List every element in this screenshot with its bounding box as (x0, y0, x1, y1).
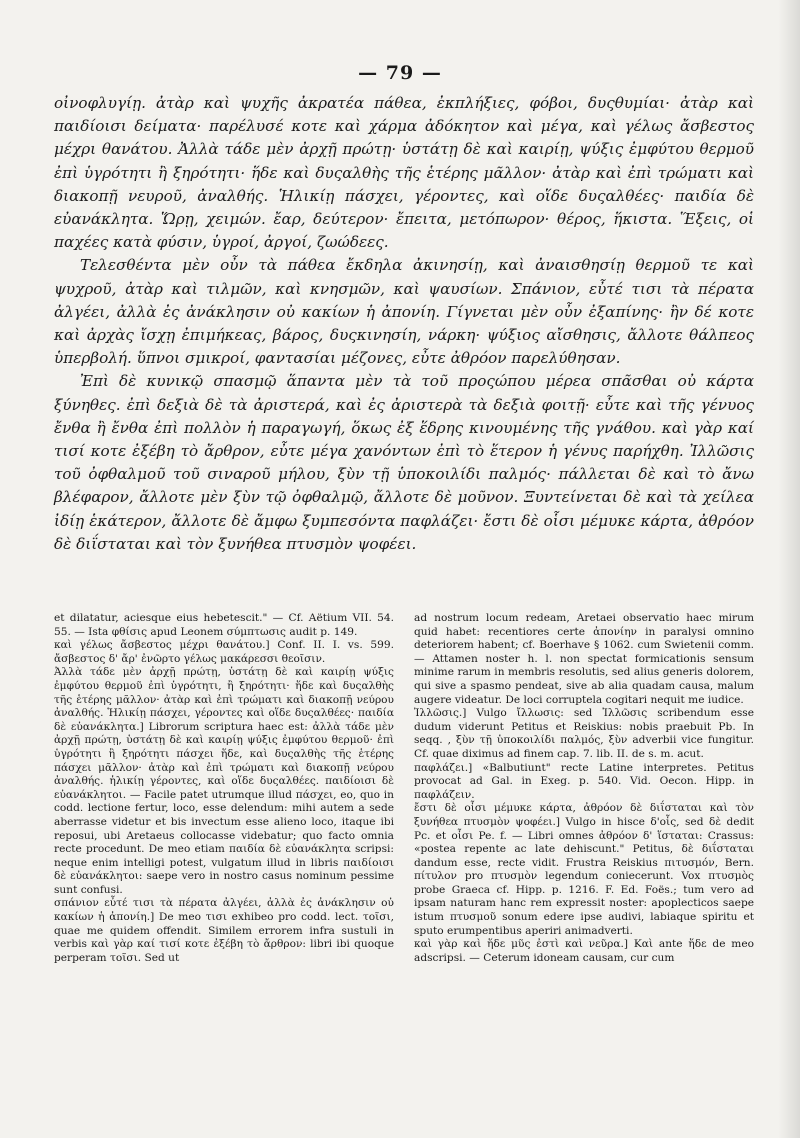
footnotes-right-column (414, 612, 754, 965)
main-paragraph: Ἐπὶ δὲ κυνικῷ σπασμῷ ἅπαντα μὲν τὰ τοῦ προςώπου μέρεα σπᾶσθαι οὐ κάρτα ξύνηθες. ἐπὶ δεξιὰ δὲ τὰ ἀριστερά, καὶ ἐς ἀριστερὰ τὰ δεξιὰ φοιτῇ· εὖτε καὶ τῆς γένυος ἔνθα ἢ ἔνθα ἐπὶ πολλὸν ἡ παραγωγή, ὅκως ἐξ ἕδρης κινουμένης τῆς γνάθου. καὶ γὰρ καί τισί κοτε ἐξέβη τὸ ἄρθρον, εὖτε μέγα χανόντων ἐπὶ τὸ ἕτερον ἡ γένυς παρήχθη. Ἰλλῶσις τοῦ ὀφθαλμοῦ τοῦ σιναροῦ μήλου, ξὺν τῇ ὑποκοιλίδι παλμός· πάλλεται δὲ καὶ τὸ ἄνω βλέφαρον, ἄλλοτε μὲν ξὺν τῷ ὀφθαλμῷ, ἄλλοτε δὲ μοῦνον. Ξυντείνεται δὲ καὶ τὰ χείλεα ἰδίῃ ἑκάτερον, ἄλλοτε δὲ ἄμφω ξυμπεσόντα παφλάζει· ἔστι δὲ οἷσι μέμυκε κάρτα, ἀθρόον δὲ διΐσταται καὶ τὸν ξυνήθεα πτυσμὸν ψοφέει. (54, 372, 754, 553)
main-paragraph: Τελεσθέντα μὲν οὖν τὰ πάθεα ἔκδηλα ἀκινησίῃ, καὶ ἀναισθησίῃ θερμοῦ τε καὶ ψυχροῦ, ἀτὰρ καὶ τιλμῶν, καὶ κνησμῶν, καὶ ψαυσίων. Σπάνιον, εὖτέ τισι τὰ πέρατα ἀλγέει, ἀλλὰ ἐς ἀνάκλησιν οὐ κακίων ἡ ἀπονίη. Γίγνεται μὲν οὖν ἐξαπίνης· ἢν δέ κοτε καὶ ἀρχὰς ἴσχῃ ἐπιμήκεας, βάρος, δυςκινησίη, νάρκη· ψύξιος αἴσθησις, ἄλλοτε θάλπεος ὑπερβολή. ὕπνοι σμικροί, φαντασίαι μέζονες, εὖτε ἀθρόον παρελύθησαν. (54, 256, 754, 368)
footnote: καὶ γέλως ἄσβεστος μέχρι θανάτου.] Conf. II. I. vs. 599. ἄσβεστος δ' ἄρ' ἐνῶρτο γέλως μακάρεσσι θεοῖσιν. (54, 639, 394, 665)
main-paragraph: οἰνοφλυγίῃ. ἀτὰρ καὶ ψυχῆς ἀκρατέα πάθεα, ἐκπλήξιες, φόβοι, δυςθυμίαι· ἀτὰρ καὶ παιδίοισι δείματα· παρέλυσέ κοτε καὶ χάρμα ἀδόκητον καὶ μέγα, καὶ γέλως ἄσβεστος μέχρι θανάτου. Ἀλλὰ τάδε μὲν ἀρχῇ πρώτῃ· ὑστάτῃ δὲ καὶ καιρίῃ, ψύξις ἐμφύτου θερμοῦ ἐπὶ ὑγρότητι ἢ ξηρότητι· ἥδε καὶ δυςαλθὴς τῆς ἑτέρης μᾶλλον· ἀτὰρ καὶ ἐπὶ τρώματι καὶ διακοπῇ νευροῦ, ἀναλθής. Ἡλικίῃ πάσχει, γέροντες, καὶ οἵδε δυςαλθέες· παιδία δὲ εὐανάκλητα. Ὥρῃ, χειμών. ἔαρ, δεύτερον· ἔπειτα, μετόπωρον· θέρος, ἥκιστα. Ἕξεις, οἱ παχέες κατὰ φύσιν, ὑγροί, ἀργοί, ζωώδεες. (54, 94, 754, 252)
footnote: παφλάζει.] «Balbutiunt" recte Latine interpretes. Petitus provocat ad Gal. in Exeg. p. 540. Vid. Oecon. Hipp. in παφλάζειν. (414, 761, 754, 801)
footnote: Ἀλλὰ τάδε μὲν ἀρχῇ πρώτῃ, ὑστάτῃ δὲ καὶ καιρίῃ ψύξις ἐμφύτου θερμοῦ ἐπὶ ὑγρότητι, ἢ ξηρότητι· ἥδε καὶ δυςαλθὴς τῆς ἑτέρης μᾶλλον· ἀτὰρ καὶ ἐπὶ τρώματι καὶ διακοπῇ νεύρου ἀναλθής. Ἡλικίῃ πάσχει, γέροντες καὶ οἵδε δυςαλθέες· παιδία δὲ εὐανάκλητα.] Librorum scriptura haec est: ἀλλὰ τάδε μὲν ἀρχῇ πρώτῃ, ὑστάτῃ δὲ καὶ καιρίῃ ψύξις ἐμφύτου θερμοῦ· ἐπὶ ὑγρότητι ἢ ξηρότητι πάσχει ἥδε, καὶ δυςαλθὴς τῆς ἑτέρης πάσχει μᾶλλον· ἀτὰρ καὶ ἐπὶ τρώματι καὶ διακοπῇ νεύρου ἀναλθής. ἡλικίῃ γέροντες, καὶ οἵδε δυςαλθέες. παιδίοισι δὲ εὐανάκλητοι. — Facile patet utrumque illud πάσχει, eo, quo in codd. lectione fertur, loco, esse delendum: mihi autem a sede aberrasse videtur et bis invectum esse alieno loco, itaque ibi reposui, ubi Aretaeus collocasse videbatur; quo facto omnia recte procedunt. De meo etiam παιδία δὲ εὐανάκλητα scripsi: neque enim intelligi potest, vulgatum illud in libris παιδίοισι δὲ εὐανάκλητοι: saepe vero in nostro casus nominum pessime sunt confusi. (54, 666, 394, 896)
footnote: ἔστι δὲ οἷσι μέμυκε κάρτα, ἀθρόον δὲ διΐσταται καὶ τὸν ξυνήθεα πτυσμὸν ψοφέει.] Vulgo in hisce δ'οἷς, sed δὲ dedit Pc. et οἷσι Pe. f. — Libri omnes ἀθρόον δ' ἵσταται: Crassus: «postea repente ac late dehiscunt." Petitus, δὲ διΐσταται dandum esse, recte vidit. Frustra Reiskius πιτυσμόν, Bern. πίτυλον pro πτυσμὸν legendum coniecerunt. Vox πτυσμὸς probe Graeca cf. Hipp. p. 1216. F. Ed. Foës.; tum vero ad ipsam naturam hanc rem expressit noster: apoplecticos saepe istum πτυσμοῦ sonum edere ipse audivi, labiaque spiritu et sputo erumpentibus aperiri animadverti. (414, 802, 754, 937)
page-edge-shadow (778, 0, 800, 1138)
footnote: σπάνιον εὖτέ τισι τὰ πέρατα ἀλγέει, ἀλλὰ ἐς ἀνάκλησιν οὐ κακίων ἡ ἀπονίη.] De meo τισι exhibeo pro codd. lect. τοῖσι, quae me quidem offendit. Similem errorem infra sustuli in verbis καὶ γὰρ καί τισί κοτε ἐξέβη τὸ ἄρθρον: libri ibi quoque perperam τοῖσι. Sed ut (54, 897, 394, 964)
page-number: — 79 — (358, 62, 442, 84)
footnotes-left-column (54, 612, 394, 965)
greek-main-text (54, 92, 754, 556)
footnote: καὶ γὰρ καὶ ἥδε μῦς ἐστὶ καὶ νεῦρα.] Καὶ ante ἥδε de meo adscripsi. — Ceterum idoneam causam, cur cum (414, 938, 754, 964)
footnote: Ἰλλῶσις.] Vulgo ἴλλωσις: sed Ἰλλῶσις scribendum esse dudum viderunt Petitus et Reiskius: nobis praebuit Pb. In seqq. , ξὺν τῇ ὑποκοιλίδι παλμός, ξὺν adverbii vice fungitur. Cf. quae diximus ad finem cap. 7. lib. II. de s. m. acut. (414, 707, 754, 760)
footnotes (54, 612, 754, 965)
footnote: ad nostrum locum redeam, Aretaei observatio haec mirum quid habet: recentiores certe ἀπονίην in paralysi omnino deteriorem habent; cf. Boerhave § 1062. cum Swietenii comm. — Attamen noster h. l. non spectat formicationis sensum minime rarum in membris resolutis, sed alius generis dolorem, qui sive a spasmo pendeat, sive ab alia quadam causa, malum augere videatur. De loci corruptela cogitari nequit me iudice. (414, 612, 754, 706)
footnote: et dilatatur, aciesque eius hebetescit." — Cf. Aëtium VII. 54. 55. — Ista φθίσις apud Leonem σύμπτωσις audit p. 149. (54, 612, 394, 638)
